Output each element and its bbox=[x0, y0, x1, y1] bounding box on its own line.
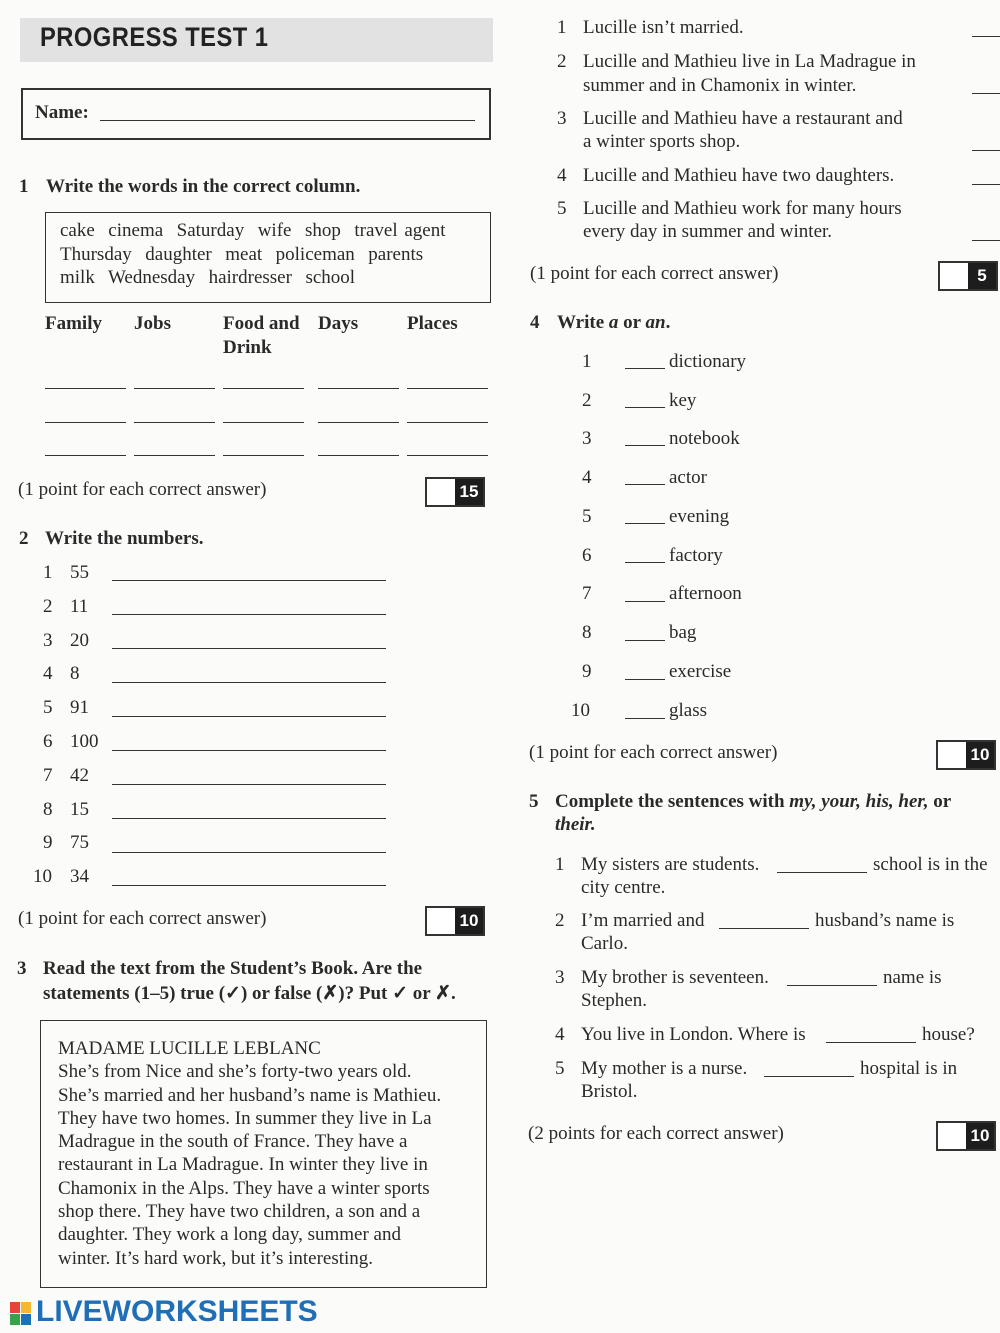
name-label: Name: bbox=[35, 102, 89, 123]
q4-blank[interactable] bbox=[625, 679, 665, 680]
q2-answer-line[interactable] bbox=[112, 885, 386, 886]
q5-instruction bbox=[555, 791, 951, 813]
q1-blank[interactable] bbox=[318, 422, 399, 423]
page-title: PROGRESS TEST 1 bbox=[40, 22, 269, 52]
q5-blank[interactable] bbox=[719, 928, 809, 929]
q5-instr-1: Complete the sentences with bbox=[555, 791, 790, 812]
statement-text-2: summer and in Chamonix in winter. bbox=[583, 75, 857, 96]
q4-item-num: 6 bbox=[582, 545, 592, 566]
q5-item-num: 1 bbox=[555, 854, 565, 875]
q5-blank[interactable] bbox=[764, 1076, 854, 1077]
q5-item-num: 2 bbox=[555, 910, 565, 931]
q2-item-value: 34 bbox=[70, 866, 89, 887]
q5-score: 10 bbox=[966, 1123, 994, 1149]
reading-line: restaurant in La Madrague. In winter they live in bbox=[58, 1154, 428, 1176]
statement-text: Lucille and Mathieu live in La Madrague in bbox=[583, 51, 916, 72]
statement-num: 1 bbox=[557, 17, 567, 38]
q5-item-a: My sisters are students. bbox=[581, 854, 760, 875]
q4-instr-d: an bbox=[645, 312, 666, 333]
q4-points: (1 point for each correct answer) bbox=[529, 742, 778, 763]
statement-answer[interactable] bbox=[972, 184, 1000, 185]
q5-instr-or: or bbox=[928, 791, 952, 812]
q4-blank[interactable] bbox=[625, 601, 665, 602]
q4-item-num: 3 bbox=[582, 428, 592, 449]
q2-instruction: Write the numbers. bbox=[45, 528, 204, 549]
q2-answer-line[interactable] bbox=[112, 818, 386, 819]
q4-instruction bbox=[557, 312, 670, 334]
q1-blank[interactable] bbox=[223, 455, 304, 456]
name-input[interactable] bbox=[100, 120, 475, 121]
name-box bbox=[21, 88, 491, 140]
q2-answer-line[interactable] bbox=[112, 648, 386, 649]
q1-instruction: Write the words in the correct column. bbox=[46, 176, 361, 197]
q2-item-num: 3 bbox=[43, 630, 53, 651]
q2-answer-line[interactable] bbox=[112, 852, 386, 853]
q3-reading-text bbox=[58, 1037, 478, 1270]
q4-blank[interactable] bbox=[625, 523, 665, 524]
statement-num: 5 bbox=[557, 198, 567, 219]
q5-item-num: 5 bbox=[555, 1058, 565, 1079]
q5-item-l2: city centre. bbox=[581, 877, 666, 898]
q2-item-num: 7 bbox=[43, 765, 53, 786]
q1-blank[interactable] bbox=[407, 422, 488, 423]
reading-title: MADAME LUCILLE LEBLANC bbox=[58, 1038, 321, 1059]
col-days: Days bbox=[318, 313, 359, 334]
q1-blank[interactable] bbox=[318, 388, 399, 389]
q5-item-b: name is bbox=[883, 967, 942, 988]
q2-item-value: 100 bbox=[70, 731, 99, 752]
q5-instruction-2 bbox=[555, 814, 596, 836]
q2-item-value: 42 bbox=[70, 765, 89, 786]
q5-item-b: school is in the bbox=[873, 854, 988, 875]
q5-item-num: 4 bbox=[555, 1024, 565, 1045]
q4-item-word: afternoon bbox=[669, 583, 742, 604]
statement-num: 3 bbox=[557, 108, 567, 129]
q5-instr-2: their. bbox=[555, 814, 596, 835]
q4-instr-e: . bbox=[665, 312, 671, 333]
reading-line: She’s married and her husband’s name is Mathieu. bbox=[58, 1084, 442, 1106]
q3-score-box[interactable] bbox=[938, 261, 998, 291]
q4-item-num: 1 bbox=[582, 351, 592, 372]
col-places: Places bbox=[407, 313, 458, 334]
q3-points: (1 point for each correct answer) bbox=[530, 263, 779, 284]
q1-blank[interactable] bbox=[134, 388, 215, 389]
q4-blank[interactable] bbox=[625, 368, 665, 369]
q1-blank[interactable] bbox=[45, 388, 126, 389]
q5-item-l2: Bristol. bbox=[581, 1081, 638, 1102]
q4-item-word: key bbox=[669, 390, 697, 411]
q2-item-value: 11 bbox=[70, 596, 89, 617]
q1-score: 15 bbox=[455, 479, 483, 505]
q2-item-value: 91 bbox=[70, 697, 89, 718]
statement-text: Lucille isn’t married. bbox=[583, 17, 744, 38]
q2-item-num: 5 bbox=[43, 697, 53, 718]
q4-blank[interactable] bbox=[625, 484, 665, 485]
q4-item-num: 8 bbox=[582, 622, 592, 643]
q5-item-a: You live in London. Where is bbox=[581, 1024, 806, 1045]
q2-item-num: 9 bbox=[43, 832, 53, 853]
q3-number: 3 bbox=[17, 958, 27, 979]
statement-answer[interactable] bbox=[972, 150, 1000, 151]
col-family: Family bbox=[45, 313, 102, 334]
q2-item-value: 20 bbox=[70, 630, 89, 651]
q4-item-word: dictionary bbox=[669, 351, 747, 372]
q5-item-b: house? bbox=[922, 1024, 975, 1045]
statement-text-2: every day in summer and winter. bbox=[583, 221, 833, 242]
q4-blank[interactable] bbox=[625, 718, 665, 719]
q4-item-word: factory bbox=[669, 545, 723, 566]
q1-blank[interactable] bbox=[407, 388, 488, 389]
q4-instr-b: a bbox=[608, 312, 619, 333]
q4-instr-c: or bbox=[618, 312, 646, 333]
q2-item-num: 6 bbox=[43, 731, 53, 752]
q2-score-box[interactable] bbox=[425, 906, 485, 936]
reading-line: They have two homes. In summer they live in La bbox=[58, 1107, 432, 1129]
q5-points: (2 points for each correct answer) bbox=[528, 1123, 784, 1144]
q4-item-word: actor bbox=[669, 467, 707, 488]
q5-number: 5 bbox=[529, 791, 539, 812]
q2-score: 10 bbox=[455, 908, 483, 934]
q2-answer-line[interactable] bbox=[112, 784, 386, 785]
q5-item-a: I’m married and bbox=[581, 910, 705, 931]
q4-blank[interactable] bbox=[625, 445, 665, 446]
q4-instr-a: Write bbox=[557, 312, 609, 333]
q4-blank[interactable] bbox=[625, 407, 665, 408]
q4-item-word: notebook bbox=[669, 428, 740, 449]
q5-item-a: My brother is seventeen. bbox=[581, 967, 769, 988]
q5-blank[interactable] bbox=[826, 1042, 916, 1043]
q1-blank[interactable] bbox=[223, 388, 304, 389]
q1-word-line-3: milk Wednesday hairdresser school bbox=[60, 267, 356, 288]
q1-blank[interactable] bbox=[318, 455, 399, 456]
q2-number: 2 bbox=[19, 528, 29, 549]
footer-brand[interactable]: LIVEWORKSHEETS bbox=[36, 1295, 318, 1328]
q5-item-b: hospital is in bbox=[860, 1058, 958, 1079]
q2-item-num: 2 bbox=[43, 596, 53, 617]
q2-item-num: 1 bbox=[43, 562, 53, 583]
q1-word-line-2: Thursday daughter meat policeman parents bbox=[60, 244, 424, 265]
q2-item-num: 8 bbox=[43, 799, 53, 820]
q2-answer-line[interactable] bbox=[112, 614, 386, 615]
statement-num: 4 bbox=[557, 165, 567, 186]
q4-number: 4 bbox=[530, 312, 540, 333]
reading-line: winter. It’s hard work, but it’s interesting. bbox=[58, 1247, 374, 1269]
q5-blank[interactable] bbox=[777, 872, 867, 873]
q1-blank[interactable] bbox=[134, 422, 215, 423]
q2-item-value: 15 bbox=[70, 799, 89, 820]
q2-points: (1 point for each correct answer) bbox=[18, 908, 267, 929]
q2-item-value: 75 bbox=[70, 832, 89, 853]
q2-item-value: 8 bbox=[70, 663, 80, 684]
q3-score: 5 bbox=[968, 263, 996, 289]
reading-line: daughter. They work a long day, summer and bbox=[58, 1224, 401, 1246]
q5-score-box[interactable] bbox=[936, 1121, 996, 1151]
q1-score-box[interactable] bbox=[425, 477, 485, 507]
q4-item-word: bag bbox=[669, 622, 697, 643]
q2-answer-line[interactable] bbox=[112, 750, 386, 751]
q2-answer-line[interactable] bbox=[112, 580, 386, 581]
q5-blank[interactable] bbox=[787, 985, 877, 986]
q2-item-num: 10 bbox=[33, 866, 52, 887]
q4-item-num: 10 bbox=[571, 700, 590, 721]
q1-word-line-1: cake cinema Saturday wife shop travel agent bbox=[60, 220, 446, 241]
q5-item-l2: Stephen. bbox=[581, 990, 647, 1011]
statement-num: 2 bbox=[557, 51, 567, 72]
q4-item-num: 4 bbox=[582, 467, 592, 488]
q5-item-b: husband’s name is bbox=[815, 910, 955, 931]
reading-line: Chamonix in the Alps. They have a winter sports bbox=[58, 1177, 430, 1199]
reading-line: Madrague in the south of France. They have a bbox=[58, 1131, 408, 1153]
q1-blank[interactable] bbox=[223, 422, 304, 423]
statement-text: Lucille and Mathieu have two daughters. bbox=[583, 165, 895, 186]
reading-line: shop there. They have two children, a son and a bbox=[58, 1201, 421, 1223]
q5-item-a: My mother is a nurse. bbox=[581, 1058, 748, 1079]
q4-item-word: exercise bbox=[669, 661, 732, 682]
statement-answer[interactable] bbox=[972, 240, 1000, 241]
q4-item-num: 5 bbox=[582, 506, 592, 527]
q1-points: (1 point for each correct answer) bbox=[18, 479, 267, 500]
q2-answer-line[interactable] bbox=[112, 682, 386, 683]
q4-item-num: 7 bbox=[582, 583, 592, 604]
q1-blank[interactable] bbox=[45, 422, 126, 423]
q1-blank[interactable] bbox=[407, 455, 488, 456]
q4-blank[interactable] bbox=[625, 640, 665, 641]
reading-line: She’s from Nice and she’s forty-two years old. bbox=[58, 1061, 412, 1083]
q2-answer-line[interactable] bbox=[112, 716, 386, 717]
q4-score: 10 bbox=[966, 742, 994, 768]
statement-text: Lucille and Mathieu work for many hours bbox=[583, 198, 902, 219]
statement-text-2: a winter sports shop. bbox=[583, 131, 741, 152]
q5-item-l2: Carlo. bbox=[581, 933, 628, 954]
statement-answer[interactable] bbox=[972, 93, 1000, 94]
statement-text: Lucille and Mathieu have a restaurant and bbox=[583, 108, 903, 129]
q2-item-value: 55 bbox=[70, 562, 89, 583]
q1-blank[interactable] bbox=[45, 455, 126, 456]
q3-instruction-2: statements (1–5) true (✓) or false (✗)? Put ✓ or ✗. bbox=[43, 983, 456, 1004]
q4-blank[interactable] bbox=[625, 562, 665, 563]
q3-instruction-1: Read the text from the Student’s Book. Are the bbox=[43, 958, 423, 979]
col-food-2: Drink bbox=[223, 337, 272, 358]
q5-instr-words: my, your, his, her, bbox=[789, 791, 929, 812]
liveworksheets-logo-icon bbox=[10, 1302, 32, 1326]
q4-score-box[interactable] bbox=[936, 740, 996, 770]
q5-item-num: 3 bbox=[555, 967, 565, 988]
col-food: Food and bbox=[223, 313, 300, 334]
q4-item-word: glass bbox=[669, 700, 707, 721]
q4-item-num: 2 bbox=[582, 390, 592, 411]
q4-item-num: 9 bbox=[582, 661, 592, 682]
statement-answer[interactable] bbox=[972, 36, 1000, 37]
col-jobs: Jobs bbox=[134, 313, 171, 334]
q2-item-num: 4 bbox=[43, 663, 53, 684]
q1-blank[interactable] bbox=[134, 455, 215, 456]
q1-number: 1 bbox=[19, 176, 29, 197]
q4-item-word: evening bbox=[669, 506, 730, 527]
